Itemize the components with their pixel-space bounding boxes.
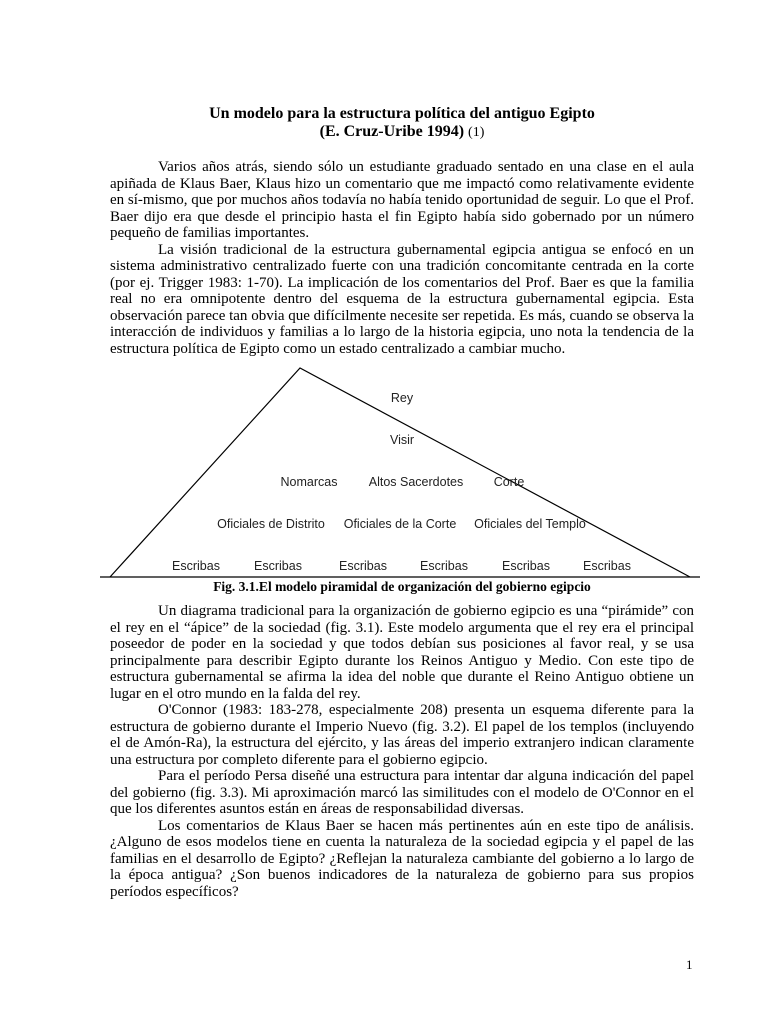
level-altos-sacerdotes: Altos Sacerdotes (368, 475, 464, 489)
level-oficiales-distrito: Oficiales de Distrito (217, 517, 325, 531)
level-visir: Visir (389, 433, 415, 447)
paragraph: Varios años atrás, siendo sólo un estudiante graduado sentado en una clase en el aula apiñada de Klaus Baer, Klaus hizo un comentario que me impactó como relativamente evidente en sí-mismo, que por muchos años todavía no había tenido oportunidad de seguir. Lo que el Prof. Baer dijo era que desde el principio hasta el fin Egipto había sido gobernado por un número pequeño de familias importantes. (110, 159, 694, 241)
footnote-marker: (1) (468, 125, 485, 140)
level-corte: Corte (493, 475, 525, 489)
document-title: Un modelo para la estructura política del antiguo Egipto (209, 105, 595, 122)
level-nomarcas: Nomarcas (280, 475, 338, 489)
level-escribas: Escribas (254, 559, 302, 573)
level-escribas: Escribas (339, 559, 387, 573)
level-escribas: Escribas (172, 559, 220, 573)
level-oficiales-templo: Oficiales del Templo (474, 517, 586, 531)
level-escribas: Escribas (583, 559, 631, 573)
paragraph: Los comentarios de Klaus Baer se hacen más pertinentes aún en este tipo de análisis. ¿Alguno de esos modelos tiene en cuenta la naturaleza de la sociedad egipcia y el papel de las familias en el desarrollo de Egipto? ¿Reflejan la naturaleza cambiante del gobierno a lo largo de la época antigua? ¿Son buenos indicadores de la naturaleza de gobierno para sus propios períodos específicos? (110, 817, 694, 900)
paragraph: La visión tradicional de la estructura gubernamental egipcia antigua se enfocó en un sistema administrativo centralizado fuerte con una tradición concomitante centrada en la corte (por ej. Trigger 1983: 1-70). La implicación de los comentarios del Prof. Baer es que la familia real no era omnipotente dentro del esquema de la estructura gubernamental egipcia. Esta observación parece tan obvia que difícilmente necesite ser repetida. Es más, cuando se observa la interacción de individuos y familias a lo largo de la historia egipcia, uno nota la tendencia de la estructura política de Egipto como un estado centralizado a cambiar mucho. (110, 241, 694, 357)
body-text-intro (110, 159, 694, 357)
figure-caption: Fig. 3.1.El modelo piramidal de organización del gobierno egipcio (213, 579, 591, 594)
level-escribas: Escribas (420, 559, 468, 573)
page-number: 1 (686, 957, 693, 972)
level-oficiales-corte: Oficiales de la Corte (343, 517, 457, 531)
level-rey: Rey (390, 391, 414, 405)
paragraph: O'Connor (1983: 183-278, especialmente 208) presenta un esquema diferente para la estructura de gobierno durante el Imperio Nuevo (fig. 3.2). El papel de los templos (incluyendo el de Amón-Ra), la estructura del ejército, y las áreas del imperio extranjero indican claramente una estructura por completo diferente para el gobierno egipcio. (110, 702, 694, 768)
pyramid-diagram (100, 365, 700, 580)
level-escribas: Escribas (502, 559, 550, 573)
document-author-line (0, 123, 768, 142)
author-citation: (E. Cruz-Uribe 1994) (319, 123, 465, 140)
body-text-main (110, 603, 694, 900)
paragraph: Para el período Persa diseñé una estructura para intentar dar alguna indicación del papel del gobierno (fig. 3.3). Mi aproximación marcó las similitudes con el modelo de O'Connor en el que los diferentes asuntos están en áreas de responsabilidad diversas. (110, 768, 694, 817)
paragraph: Un diagrama tradicional para la organización de gobierno egipcio es una “pirámide” con el rey en el “ápice” de la sociedad (fig. 3.1). Este modelo argumenta que el rey era el principal poseedor de poder en la sociedad y que todos debían sus posiciones al favor real, y se usa principalmente para describir Egipto durante los Reinos Antiguo y Medio. Con este tipo de estructura gubernamental se afirma la idea del noble que durante el Reino Antiguo obtiene un lugar en el otro mundo en la falda del rey. (110, 603, 694, 702)
